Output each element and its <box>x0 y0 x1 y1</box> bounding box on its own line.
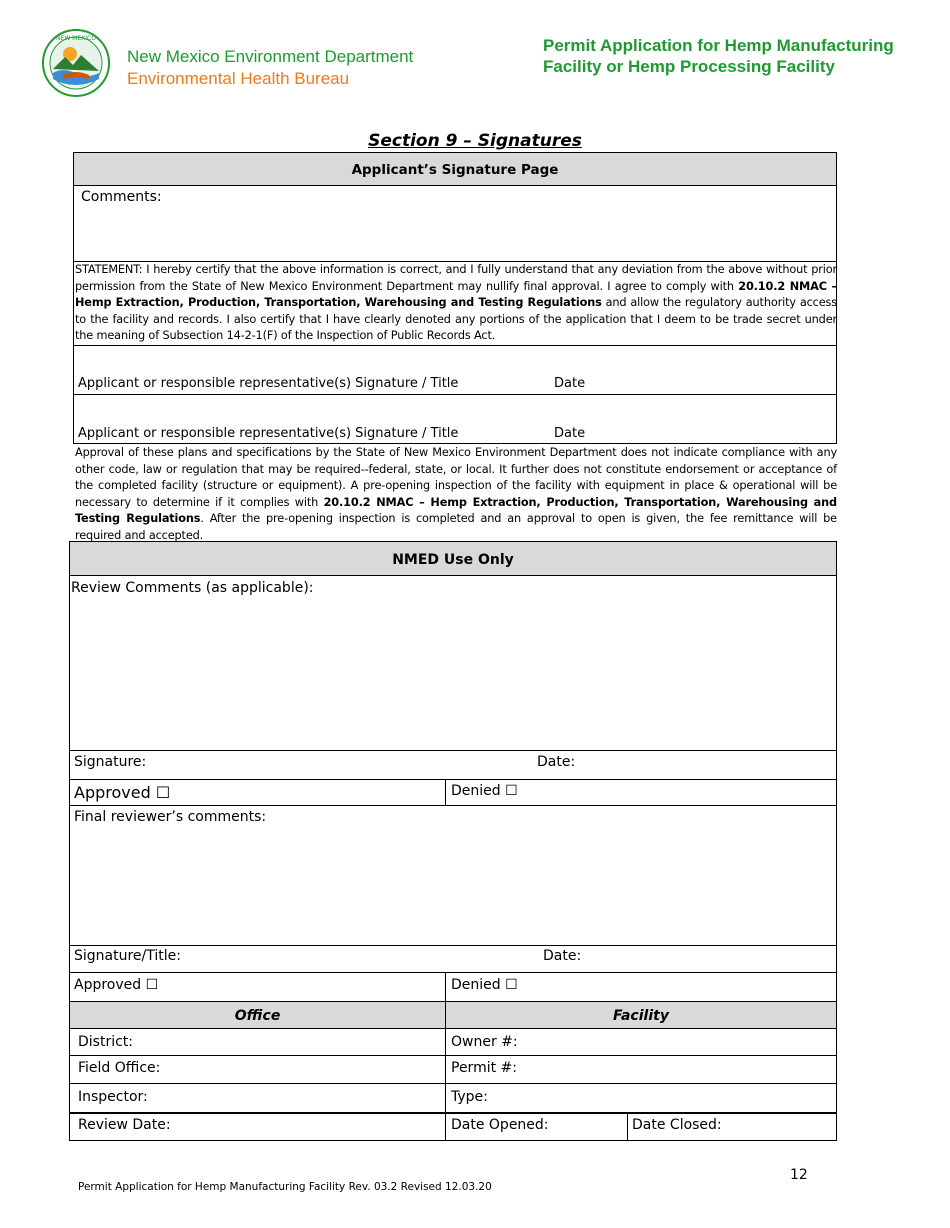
type-label: Type: <box>451 1089 488 1105</box>
svg-text:NEW MEXICO: NEW MEXICO <box>56 35 96 42</box>
applicant-comments-label: Comments: <box>81 189 162 205</box>
review-comments-label: Review Comments (as applicable): <box>71 580 314 596</box>
approved-checkbox-2[interactable]: Approved ☐ <box>74 977 159 993</box>
signature-title-label: Signature/Title: <box>74 948 181 964</box>
date-label: Date: <box>537 754 576 770</box>
applicant-signature-label-2: Applicant or responsible representative(s) Signature / Title <box>78 426 459 441</box>
date-closed-label: Date Closed: <box>632 1117 722 1133</box>
applicant-date-label-1: Date <box>554 376 586 391</box>
inspector-label: Inspector: <box>78 1089 148 1105</box>
nmed-logo <box>41 29 111 97</box>
district-label: District: <box>78 1034 134 1050</box>
approved-checkbox-1[interactable]: Approved ☐ <box>74 783 171 802</box>
denied-checkbox-1[interactable]: Denied ☐ <box>451 783 518 799</box>
document-title <box>543 35 938 77</box>
org-name: New Mexico Environment Department <box>127 47 414 66</box>
final-reviewer-comments-label: Final reviewer’s comments: <box>74 809 267 825</box>
facility-header: Facility <box>445 1001 837 1029</box>
certification-statement: STATEMENT: I hereby certify that the above information is correct, and I fully understand that any deviation from the above without prior permission from the State of New Mexico Environment Department may nullify final approval. I agree to comply with 20.10.2 NMAC – Hemp Extraction, Production, Transportation, Warehousing and Testing Regulations and allow the regulatory authority access to the facility and records. I also certify that I have clearly denoted any portions of the application that I deem to be trade secret under the meaning of Subsection 14-2-1(F) of the Inspection of Public Records Act. <box>75 263 838 342</box>
approval-disclaimer: Approval of these plans and specifications by the State of New Mexico Environment Department does not indicate compliance with any other code, law or regulation that may be required--federal, state, or local. It further does not constitute endorsement or acceptance of the completed facility (structure or equipment). A pre-opening inspection of the facility with equipment in place & operational will be necessary to determine if it complies with 20.10.2 NMAC – Hemp Extraction, Production, Transportation, Warehousing and Testing Regulations. After the pre-opening inspection is completed and an approval to open is given, the fee remittance will be required and accepted. <box>75 446 837 542</box>
field-office-label: Field Office: <box>78 1060 161 1076</box>
review-date-label: Review Date: <box>78 1117 171 1133</box>
applicant-signature-label-1: Applicant or responsible representative(s) Signature / Title <box>78 376 459 391</box>
owner-number-label: Owner #: <box>451 1034 518 1050</box>
nmed-use-only-header: NMED Use Only <box>69 541 837 576</box>
applicant-signature-header: Applicant’s Signature Page <box>73 152 837 186</box>
office-header: Office <box>69 1001 446 1029</box>
applicant-date-label-2: Date <box>554 426 586 441</box>
bureau-name: Environmental Health Bureau <box>127 69 350 88</box>
final-date-label: Date: <box>543 948 582 964</box>
nmed-use-only-table <box>69 541 837 1141</box>
denied-checkbox-2[interactable]: Denied ☐ <box>451 977 518 993</box>
permit-number-label: Permit #: <box>451 1060 517 1076</box>
date-opened-label: Date Opened: <box>451 1117 549 1133</box>
document-title-line2: Facility or Hemp Processing Facility <box>543 57 835 76</box>
page-number: 12 <box>790 1167 808 1183</box>
section-title: Section 9 – Signatures <box>368 131 582 151</box>
footer-text: Permit Application for Hemp Manufacturing Facility Rev. 03.2 Revised 12.03.20 <box>78 1181 492 1193</box>
signature-label: Signature: <box>74 754 147 770</box>
document-title-line1: Permit Application for Hemp Manufacturing <box>543 36 894 55</box>
